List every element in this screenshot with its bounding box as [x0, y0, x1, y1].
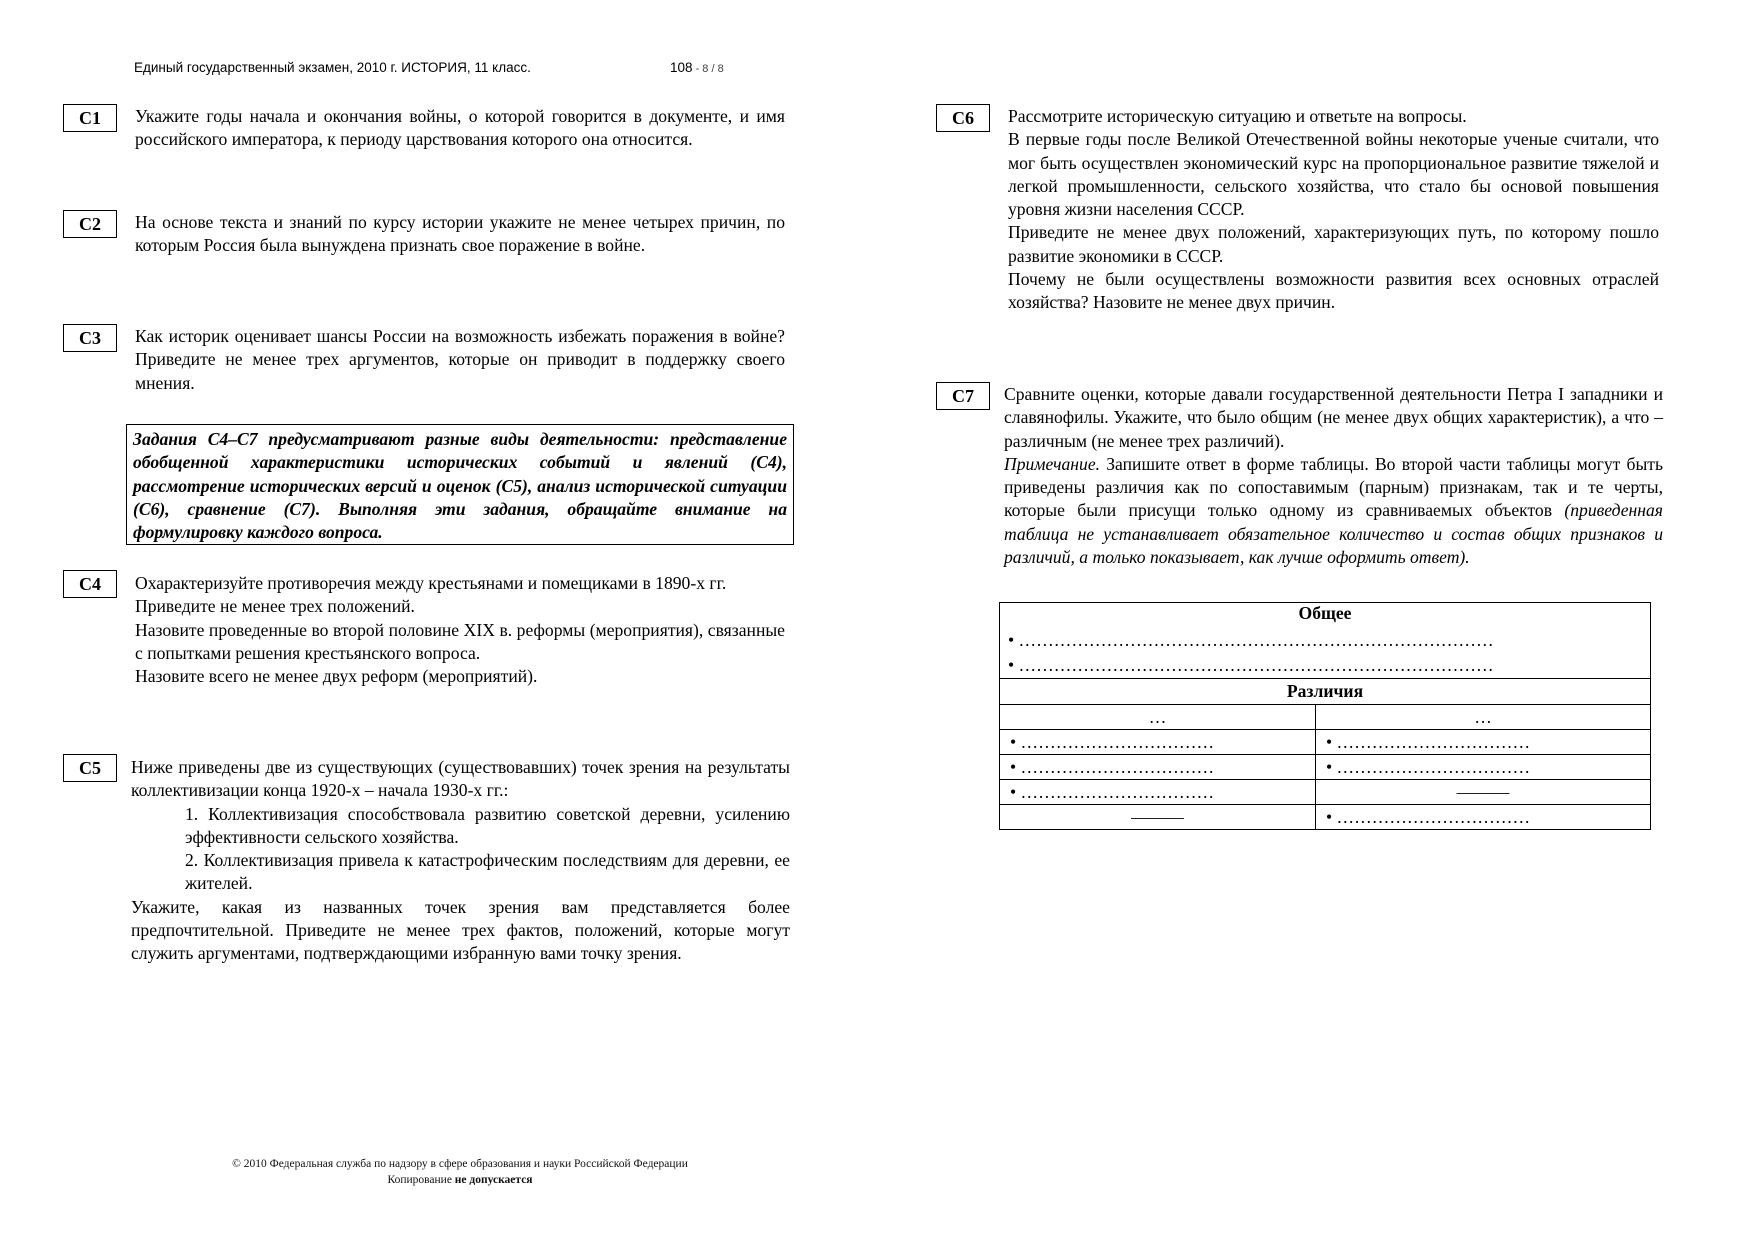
task-label: C4 [63, 570, 117, 598]
copyright: © 2010 Федеральная служба по надзору в сфере образования и науки Российской Федерации [232, 1158, 688, 1170]
common-section [1000, 603, 1651, 679]
task-c2-text: На основе текста и знаний по курсу истории укажите не менее четырех причин, по которым Россия была вынуждена признать свое поражение в войне. [135, 212, 785, 256]
comparison-table [999, 602, 1651, 830]
page-number: 108 - 8 / 8 [670, 60, 724, 75]
table-cell: • …………………………… [1316, 755, 1651, 780]
common-line: • ……………………………………………………………………… [1008, 630, 1494, 650]
task-label: C5 [63, 754, 117, 782]
page-footer [198, 1156, 722, 1188]
task-c1-text: Укажите годы начала и окончания войны, о которой говорится в документе, и имя российского императора, к периоду царствования которого она относится. [135, 106, 785, 150]
table-cell: • …………………………… [1000, 780, 1316, 805]
task-label: C2 [63, 210, 117, 238]
instructions-box: Задания С4–С7 предусматривают разные виды деятельности: представление обобщенной характеристики исторических событий и явлений (С4), рассмотрение исторических версий и оценок (С5), анализ исторической ситуации (С6), сравнение (С7). Выполняя эти задания, обращайте внимание на формулировку каждого вопроса. [126, 424, 794, 545]
task-c4-text: Охарактеризуйте противоречия между крестьянами и помещиками в 1890-х гг. Приведите не менее трех положений. Назовите проведенные во второй половине XIX в. реформы (мероприятия), связанные с попытками решения крестьянского вопроса. Назовите всего не менее двух реформ (мероприятий). [135, 573, 785, 687]
viewpoint-1: 1. Коллективизация способствовала развитию советской деревни, усилению эффективности сельского хозяйства. [185, 803, 790, 847]
common-header: Общее [1298, 603, 1352, 623]
table-cell: ——— [1316, 780, 1651, 805]
task-c3-text: Как историк оценивает шансы России на возможность избежать поражения в войне? Приведите не менее трех аргументов, которые он приводит в поддержку своего мнения. [135, 326, 785, 393]
table-cell: … [1000, 705, 1316, 730]
copy-notice: Копирование не допускается [387, 1174, 533, 1186]
task-c7-text: Сравните оценки, которые давали государственной деятельности Петра I западники и славянофилы. Укажите, что было общим (не менее двух общих характеристик), а что – различным (не менее трех различий). Примечание. Запишите ответ в форме таблицы. Во второй части таблицы могут быть приведены различия как по сопоставимым (парным) признакам, так и те черты, которые были присущи только одному из сравниваемых объектов (приведенная таблица не устанавливает обязательное количество и состав общих признаков и различий, а только показывает, как лучше оформить ответ). [1004, 384, 1663, 568]
table-cell: … [1316, 705, 1651, 730]
table-cell: • …………………………… [1000, 730, 1316, 755]
viewpoint-2: 2. Коллективизация привела к катастрофическим последствиям для деревни, ее жителей. [185, 850, 790, 894]
common-line: • ……………………………………………………………………… [1008, 655, 1494, 675]
table-cell: • …………………………… [1316, 730, 1651, 755]
differences-header: Различия [1000, 679, 1651, 705]
exam-title: Единый государственный экзамен, 2010 г. ИСТОРИЯ, 11 класс. [134, 60, 531, 75]
note-label: Примечание. [1004, 453, 1101, 474]
task-c5-text: Ниже приведены две из существующих (существовавших) точек зрения на результаты коллективизации конца 1920-х – начала 1930-х гг.: 1. Коллективизация способствовала развитию советской деревни, усилению эффективности сельского хозяйства. 2. Коллективизация привела к катастрофическим последствиям для деревни, ее жителей. Укажите, какая из названных точек зрения вам представляется более предпочтительной. Приведите не менее трех фактов, положений, которые могут служить аргументами, подтверждающими избранную вами точку зрения. [131, 757, 790, 964]
table-cell: • …………………………… [1000, 755, 1316, 780]
table-cell: • …………………………… [1316, 805, 1651, 830]
page-header [134, 60, 724, 75]
task-c6-text: Рассмотрите историческую ситуацию и ответьте на вопросы. В первые годы после Великой Отечественной войны некоторые ученые считали, что мог быть осуществлен экономический курс на пропорциональное развитие тяжелой и легкой промышленности, сельского хозяйства, что стало бы основой повышения уровня жизни населения СССР. Приведите не менее двух положений, характеризующих путь, по которому пошло развитие экономики в СССР. Почему не были осуществлены возможности развития всех основных отраслей хозяйства? Назовите не менее двух причин. [1008, 106, 1659, 313]
task-label: C1 [63, 104, 117, 132]
table-cell: ——— [1000, 805, 1316, 830]
task-label: C3 [63, 324, 117, 352]
task-label: C7 [936, 382, 990, 410]
task-label: C6 [936, 104, 990, 132]
